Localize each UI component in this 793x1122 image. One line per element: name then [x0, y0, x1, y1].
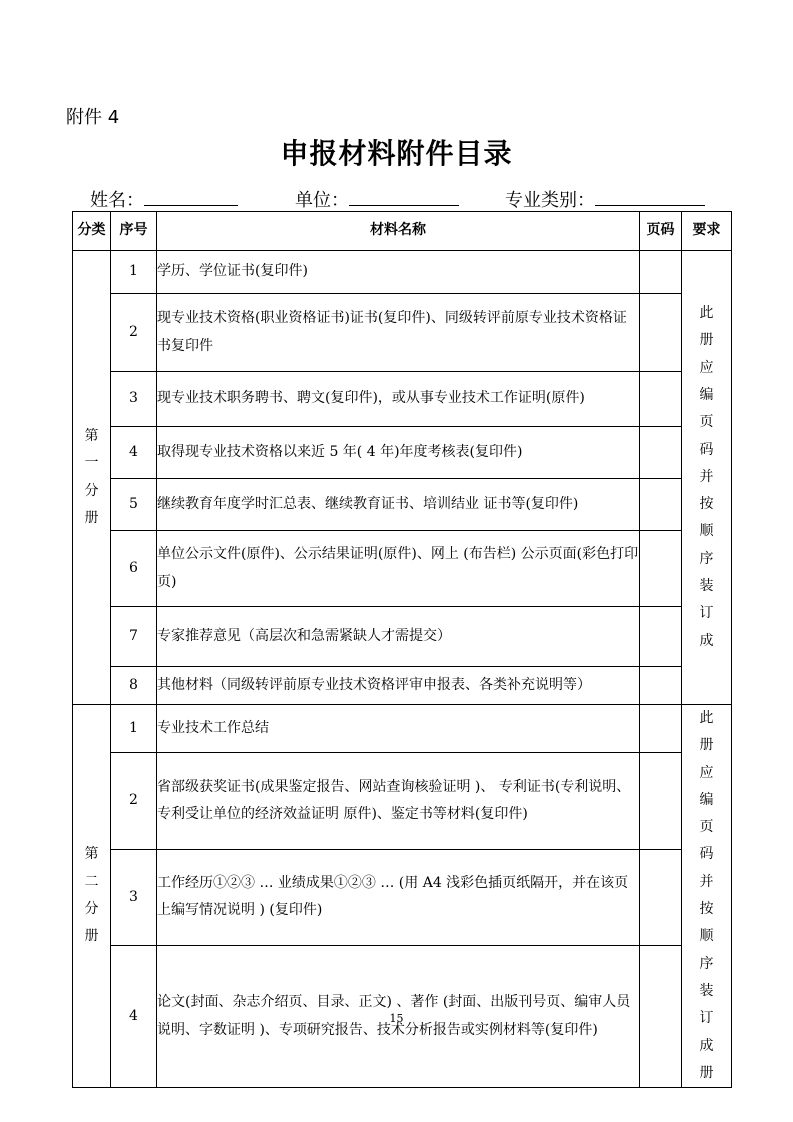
row-seq: 2: [111, 753, 157, 849]
row-page-cell[interactable]: [640, 479, 682, 531]
row-seq: 7: [111, 607, 157, 667]
row-material-name: 现专业技术职务聘书、聘文(复印件)，或从事专业技术工作证明(原件): [157, 372, 640, 427]
row-seq: 1: [111, 705, 157, 753]
table-row: [73, 372, 732, 427]
table-row: [73, 427, 732, 479]
page-number: 15: [389, 1012, 404, 1025]
section-label-1: 第一分册: [73, 251, 111, 705]
row-seq: 3: [111, 372, 157, 427]
row-material-name: 继续教育年度学时汇总表、继续教育证书、培训结业 证书等(复印件): [157, 479, 640, 531]
name-field[interactable]: [90, 186, 238, 212]
row-material-name: 专家推荐意见（高层次和急需紧缺人才需提交）: [157, 607, 640, 667]
row-material-name: 其他材料（同级转评前原专业技术资格评审申报表、各类补充说明等）: [157, 667, 640, 705]
table-row: [73, 294, 732, 372]
header-name: 材料名称: [157, 212, 640, 251]
category-field[interactable]: [505, 186, 705, 212]
row-page-cell[interactable]: [640, 294, 682, 372]
unit-label: 单位：: [295, 190, 349, 211]
row-page-cell[interactable]: [640, 607, 682, 667]
row-seq: 3: [111, 849, 157, 945]
row-seq: 2: [111, 294, 157, 372]
table-row: [73, 705, 732, 753]
name-blank[interactable]: [144, 187, 238, 206]
table-row: [73, 251, 732, 294]
row-page-cell[interactable]: [640, 667, 682, 705]
row-seq: 4: [111, 427, 157, 479]
table-row: [73, 849, 732, 945]
category-label: 专业类别：: [505, 190, 595, 211]
row-material-name: 专业技术工作总结: [157, 705, 640, 753]
table-row: [73, 667, 732, 705]
row-material-name: 单位公示文件(原件)、公示结果证明(原件)、网上 (布告栏) 公示页面(彩色打印页): [157, 531, 640, 607]
table-row: [73, 479, 732, 531]
unit-blank[interactable]: [349, 187, 459, 206]
row-material-name: 现专业技术资格(职业资格证书)证书(复印件)、同级转评前原专业技术资格证书复印件: [157, 294, 640, 372]
row-material-name: 论文(封面、杂志介绍页、目录、正文) 、著作 (封面、出版刊号页、编审人员说明、字数证明 )、专项研究报告、技术分析报告或实例材料等(复印件): [157, 946, 640, 1088]
page-title: 申报材料附件目录: [280, 137, 513, 170]
header-category: 分类: [73, 212, 111, 251]
attachment-label: 附件 4: [66, 107, 120, 128]
category-blank[interactable]: [595, 187, 705, 206]
row-page-cell[interactable]: [640, 372, 682, 427]
unit-field[interactable]: [295, 186, 459, 212]
header-requirement: 要求: [682, 212, 732, 251]
table-row: [73, 607, 732, 667]
applicant-fields: [90, 186, 730, 212]
row-material-name: 取得现专业技术资格以来近 5 年( 4 年)年度考核表(复印件): [157, 427, 640, 479]
row-page-cell[interactable]: [640, 753, 682, 849]
section-requirement-1: 此册应编页码并按顺序装订成: [682, 251, 732, 705]
row-material-name: 省部级获奖证书(成果鉴定报告、网站查询核验证明 )、 专利证书(专利说明、专利受让单位的经济效益证明 原件)、鉴定书等材料(复印件): [157, 753, 640, 849]
row-material-name: 工作经历①②③ … 业绩成果①②③ … (用 A4 浅彩色插页纸隔开，并在该页上编写情况说明 ) (复印件): [157, 849, 640, 945]
row-seq: 8: [111, 667, 157, 705]
header-page: 页码: [640, 212, 682, 251]
materials-table: [72, 211, 732, 1088]
name-label: 姓名：: [90, 190, 144, 211]
table-row: [73, 531, 732, 607]
row-page-cell[interactable]: [640, 705, 682, 753]
table-header-row: [73, 212, 732, 251]
section-requirement-2: 此册应编页码并按顺序装订成册: [682, 705, 732, 1088]
section-label-2: 第二分册: [73, 705, 111, 1088]
row-page-cell[interactable]: [640, 531, 682, 607]
header-seq: 序号: [111, 212, 157, 251]
row-page-cell[interactable]: [640, 251, 682, 294]
row-seq: 1: [111, 251, 157, 294]
row-seq: 4: [111, 946, 157, 1088]
row-page-cell[interactable]: [640, 427, 682, 479]
row-page-cell[interactable]: [640, 849, 682, 945]
row-seq: 6: [111, 531, 157, 607]
row-material-name: 学历、学位证书(复印件): [157, 251, 640, 294]
table-row: [73, 753, 732, 849]
row-seq: 5: [111, 479, 157, 531]
